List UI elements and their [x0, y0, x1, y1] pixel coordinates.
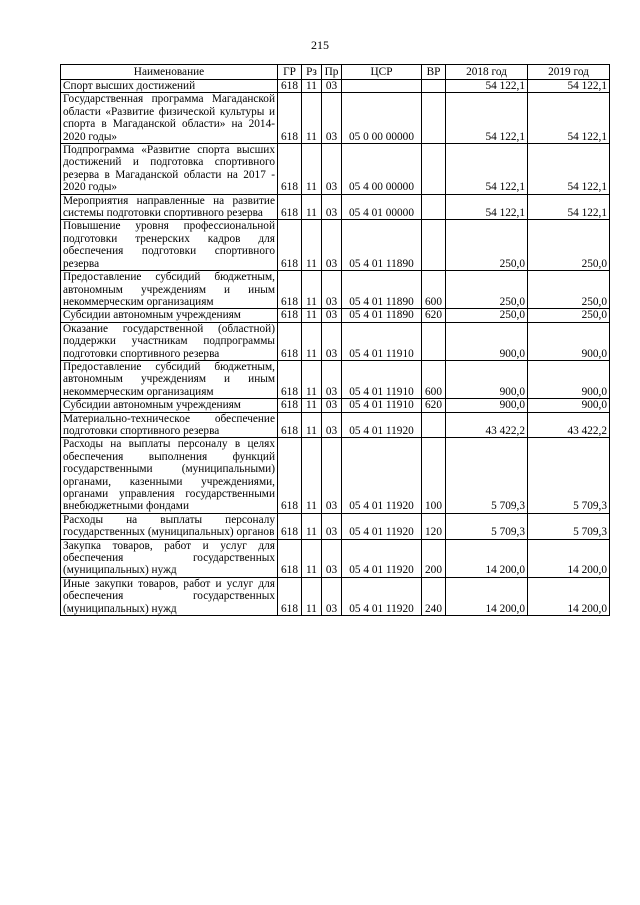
row-csr: 05 4 01 11920: [342, 412, 422, 438]
row-pr: 03: [322, 271, 342, 309]
row-vr: [422, 194, 446, 220]
row-rz: 11: [302, 194, 322, 220]
row-vr: [422, 412, 446, 438]
row-value-2018: 900,0: [446, 399, 528, 412]
row-name: Государственная программа Магаданской области «Развитие физической культуры и спорта в Магаданской области» на 2014-2020 годы»: [61, 93, 278, 144]
table-header-row: [61, 65, 610, 80]
header-name: Наименование: [61, 65, 278, 80]
row-value-2018: 250,0: [446, 271, 528, 309]
row-name: Предоставление субсидий бюджетным, автономным учреждениям и иным некоммерческим организациям: [61, 360, 278, 398]
row-name: Материально-техническое обеспечение подготовки спортивного резерва: [61, 412, 278, 438]
row-gr: 618: [278, 271, 302, 309]
row-value-2018: 54 122,1: [446, 144, 528, 195]
row-value-2018: 54 122,1: [446, 194, 528, 220]
row-vr: [422, 220, 446, 271]
row-gr: 618: [278, 412, 302, 438]
row-gr: 618: [278, 539, 302, 577]
row-gr: 618: [278, 93, 302, 144]
row-pr: 03: [322, 577, 342, 615]
row-value-2019: 250,0: [528, 309, 610, 322]
table-row: [61, 399, 610, 412]
row-value-2018: 54 122,1: [446, 93, 528, 144]
header-gr: ГР: [278, 65, 302, 80]
row-value-2018: 900,0: [446, 322, 528, 360]
table-row: [61, 322, 610, 360]
row-rz: 11: [302, 271, 322, 309]
table-row: [61, 539, 610, 577]
row-pr: 03: [322, 360, 342, 398]
row-name: Иные закупки товаров, работ и услуг для обеспечения государственных (муниципальных) нужд: [61, 577, 278, 615]
row-csr: 05 4 01 11910: [342, 322, 422, 360]
row-name: Оказание государственной (областной) поддержки участникам подпрограммы подготовки спортивного резерва: [61, 322, 278, 360]
row-value-2019: 250,0: [528, 271, 610, 309]
row-value-2019: 900,0: [528, 322, 610, 360]
row-gr: 618: [278, 577, 302, 615]
header-2019: 2019 год: [528, 65, 610, 80]
row-pr: 03: [322, 513, 342, 539]
row-rz: 11: [302, 93, 322, 144]
row-vr: 240: [422, 577, 446, 615]
row-rz: 11: [302, 220, 322, 271]
row-pr: 03: [322, 399, 342, 412]
row-gr: 618: [278, 438, 302, 513]
table-row: [61, 271, 610, 309]
row-gr: 618: [278, 220, 302, 271]
row-vr: 600: [422, 360, 446, 398]
row-name: Расходы на выплаты персоналу государственных (муниципальных) органов: [61, 513, 278, 539]
row-name: Субсидии автономным учреждениям: [61, 309, 278, 322]
row-vr: 620: [422, 309, 446, 322]
row-vr: [422, 80, 446, 93]
row-csr: 05 4 01 11920: [342, 577, 422, 615]
row-value-2019: 54 122,1: [528, 80, 610, 93]
row-value-2019: 43 422,2: [528, 412, 610, 438]
row-pr: 03: [322, 80, 342, 93]
row-value-2019: 5 709,3: [528, 438, 610, 513]
row-name: Предоставление субсидий бюджетным, автономным учреждениям и иным некоммерческим организациям: [61, 271, 278, 309]
row-vr: 600: [422, 271, 446, 309]
row-value-2019: 14 200,0: [528, 539, 610, 577]
row-name: Расходы на выплаты персоналу в целях обеспечения выполнения функций государственными (муниципальными) органами, казенными учреждениями, органами управления государственными внебюджетными фондами: [61, 438, 278, 513]
row-pr: 03: [322, 539, 342, 577]
table-row: [61, 144, 610, 195]
row-rz: 11: [302, 309, 322, 322]
row-gr: 618: [278, 80, 302, 93]
row-pr: 03: [322, 438, 342, 513]
header-rz: Рз: [302, 65, 322, 80]
row-value-2019: 900,0: [528, 360, 610, 398]
row-pr: 03: [322, 144, 342, 195]
row-pr: 03: [322, 412, 342, 438]
row-rz: 11: [302, 513, 322, 539]
row-pr: 03: [322, 309, 342, 322]
header-2018: 2018 год: [446, 65, 528, 80]
row-value-2018: 14 200,0: [446, 577, 528, 615]
header-vr: ВР: [422, 65, 446, 80]
row-pr: 03: [322, 93, 342, 144]
row-value-2018: 900,0: [446, 360, 528, 398]
row-vr: [422, 322, 446, 360]
row-value-2018: 250,0: [446, 309, 528, 322]
row-csr: 05 0 00 00000: [342, 93, 422, 144]
row-gr: 618: [278, 399, 302, 412]
row-gr: 618: [278, 144, 302, 195]
row-csr: 05 4 01 11920: [342, 438, 422, 513]
row-rz: 11: [302, 144, 322, 195]
row-csr: 05 4 01 11910: [342, 399, 422, 412]
budget-table: [60, 64, 610, 616]
row-pr: 03: [322, 220, 342, 271]
row-gr: 618: [278, 360, 302, 398]
header-pr: Пр: [322, 65, 342, 80]
row-value-2019: 14 200,0: [528, 577, 610, 615]
table-row: [61, 360, 610, 398]
row-csr: 05 4 01 11910: [342, 360, 422, 398]
row-gr: 618: [278, 513, 302, 539]
table-row: [61, 80, 610, 93]
page-number: 215: [311, 38, 329, 52]
table-row: [61, 412, 610, 438]
row-gr: 618: [278, 194, 302, 220]
row-vr: [422, 144, 446, 195]
row-csr: [342, 80, 422, 93]
row-csr: 05 4 01 11920: [342, 513, 422, 539]
row-pr: 03: [322, 322, 342, 360]
row-csr: 05 4 01 11920: [342, 539, 422, 577]
row-csr: 05 4 01 00000: [342, 194, 422, 220]
row-value-2018: 5 709,3: [446, 438, 528, 513]
row-rz: 11: [302, 438, 322, 513]
table-row: [61, 577, 610, 615]
row-gr: 618: [278, 309, 302, 322]
table-row: [61, 93, 610, 144]
row-rz: 11: [302, 539, 322, 577]
row-value-2018: 14 200,0: [446, 539, 528, 577]
row-value-2018: 43 422,2: [446, 412, 528, 438]
row-pr: 03: [322, 194, 342, 220]
row-name: Закупка товаров, работ и услуг для обеспечения государственных (муниципальных) нужд: [61, 539, 278, 577]
row-value-2018: 250,0: [446, 220, 528, 271]
table-row: [61, 438, 610, 513]
row-value-2019: 54 122,1: [528, 93, 610, 144]
row-vr: [422, 93, 446, 144]
row-rz: 11: [302, 412, 322, 438]
row-vr: 200: [422, 539, 446, 577]
row-value-2019: 5 709,3: [528, 513, 610, 539]
row-rz: 11: [302, 360, 322, 398]
row-value-2018: 5 709,3: [446, 513, 528, 539]
table-row: [61, 194, 610, 220]
row-csr: 05 4 01 11890: [342, 271, 422, 309]
row-name: Спорт высших достижений: [61, 80, 278, 93]
row-gr: 618: [278, 322, 302, 360]
row-name: Мероприятия направленные на развитие системы подготовки спортивного резерва: [61, 194, 278, 220]
table-row: [61, 220, 610, 271]
row-value-2019: 900,0: [528, 399, 610, 412]
row-csr: 05 4 01 11890: [342, 220, 422, 271]
row-rz: 11: [302, 399, 322, 412]
row-name: Повышение уровня профессиональной подготовки тренерских кадров для обеспечения подготовки спортивного резерва: [61, 220, 278, 271]
row-rz: 11: [302, 577, 322, 615]
row-csr: 05 4 00 00000: [342, 144, 422, 195]
row-value-2018: 54 122,1: [446, 80, 528, 93]
row-vr: 100: [422, 438, 446, 513]
table-row: [61, 309, 610, 322]
row-value-2019: 250,0: [528, 220, 610, 271]
row-value-2019: 54 122,1: [528, 194, 610, 220]
row-rz: 11: [302, 322, 322, 360]
header-csr: ЦСР: [342, 65, 422, 80]
table-row: [61, 513, 610, 539]
row-rz: 11: [302, 80, 322, 93]
row-csr: 05 4 01 11890: [342, 309, 422, 322]
row-value-2019: 54 122,1: [528, 144, 610, 195]
row-vr: 120: [422, 513, 446, 539]
row-vr: 620: [422, 399, 446, 412]
row-name: Подпрограмма «Развитие спорта высших достижений и подготовка спортивного резерва в Магаданской области на 2017 - 2020 годы»: [61, 144, 278, 195]
row-name: Субсидии автономным учреждениям: [61, 399, 278, 412]
